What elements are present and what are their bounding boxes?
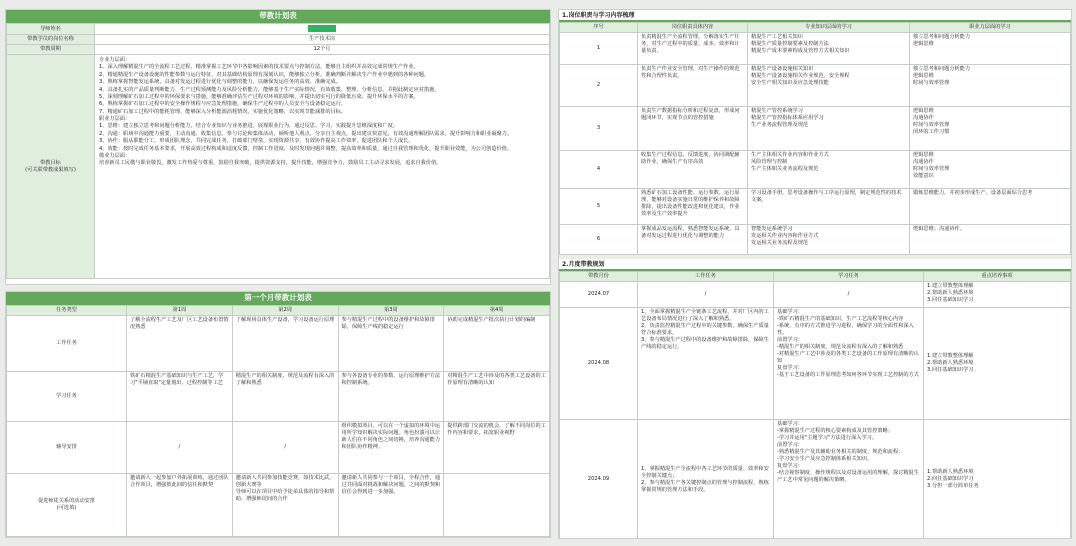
plan-row-goal — [7, 55, 550, 279]
task-cell[interactable]: 邀请新人共同参与一个项目，全程合作，通过共同面对挑战和解决问题，之间的默契和信任会得到进一步加强。 — [338, 474, 444, 537]
monthly-table — [559, 271, 1071, 539]
prof-cell[interactable]: 精混生产管控系统学习 精混生产管控指标体系应用学习 生产业务流程管理及规范 — [748, 107, 910, 151]
task-type-cell: 学习任务 — [7, 372, 127, 422]
task-cell[interactable]: 协助完成精混生产批次执行计划的编制 — [444, 316, 550, 372]
task-cell[interactable]: 参与各设备专业的参数、运行原理维护方法和控制系统。 — [338, 372, 444, 422]
month-cell: 2024.09 — [560, 420, 638, 539]
table-row — [560, 33, 1071, 65]
duty-cell[interactable]: 收集生产过程信息，反馈进度，协同调配辅助作业，确保生产有序高效 — [638, 151, 748, 189]
work-cell[interactable]: / — [638, 282, 774, 308]
month1-table — [6, 305, 550, 537]
table-row — [560, 282, 1071, 308]
table-row — [560, 151, 1071, 189]
month-cell: 2024.08 — [560, 308, 638, 420]
row-number: 2 — [560, 65, 638, 107]
task-cell[interactable]: 对精混生产工艺中涉及的各类工艺设备的工作原理有清晰的认知 — [444, 372, 550, 422]
focus-cell[interactable]: 1.帮助新人熟悉环境 2.回任基础知识学习 3.分担一部分简单任务 — [924, 420, 1071, 539]
plan-row-period — [7, 45, 550, 55]
mentor-value[interactable] — [95, 24, 550, 35]
table-row — [560, 107, 1071, 151]
row-number: 4 — [560, 151, 638, 189]
duty-cell[interactable]: 负责精混生产全流程管理，分解落实生产任务，对生产过程中的质量、成本、效率和计量负责。 — [638, 33, 748, 65]
duty-header: 岗位职责具体内容 — [638, 23, 748, 33]
table-row — [7, 316, 550, 372]
table-row — [7, 474, 550, 537]
task-type-cell: 工作任务 — [7, 316, 127, 372]
task-cell[interactable]: 组织模拟项目，可以在一个虚拟的环境中运用所学知识解决实际问题。角色扮演可以让新人们在不同角色之间切换，培养沟通能力和团队协作精神。 — [338, 422, 444, 474]
month1-header-row — [7, 306, 550, 316]
month1-header: 任务类型 — [7, 306, 127, 316]
career-cell[interactable]: 独立思考和问题分析能力 逻辑思维 时间与效率管理 — [910, 65, 1071, 107]
table-row — [560, 420, 1071, 539]
prof-cell[interactable]: 精混生产工艺相关知识 精混生产质量控制要素及控制方法 精混生产成本要素构成及管控方式相关知识 — [748, 33, 910, 65]
duty-cell[interactable]: 熟悉矿石加工设备性能、运行参数，运行原理，能够对设备实施日常的维护保养和故障排除，提出设备性能改进和优化建议，作业效率及生产效率提升 — [638, 189, 748, 225]
task-type-cell: 促进师徒关系的活动安排 (可选填) — [7, 474, 127, 537]
task-cell[interactable]: 精混生产的相关制度、规范及流程有深入的了解和熟悉 — [232, 372, 338, 422]
career-cell[interactable]: 逻辑思维 沟通协作 时间与效率管理 闭环的工作习惯 — [910, 107, 1071, 151]
period-label: 带教周期 — [7, 45, 95, 55]
duty-header: 专业知识层面的学习 — [748, 23, 910, 33]
career-cell[interactable]: 逻辑思维 沟通协作 时间与效率管理 效能意识 — [910, 151, 1071, 189]
study-cell[interactable]: 基础学习： -掌握精混生产过程的核心要素构成及其管控策略； -学习并运用"主题学习"方法进行深入学习。 前置学习： -熟悉精混生产及其辅助业务相关的制度、规范和流程； -学习安全生产及应急控制体系相关知识。 复盘学习： -结合视察制度、操作规程以及对设备运用的理解，探讨精混生产工艺中常见问题的解决策略。 — [774, 420, 924, 539]
plan-row-position — [7, 35, 550, 45]
task-cell[interactable]: 了解现场具体生产设备，学习设备运行原理 — [232, 316, 338, 372]
task-cell[interactable]: 邀请新人共同参加技能竞赛，如技术比武、创新大赛等 导师可以在项目中给予徒弟具体的指导和帮助，增强师徒间的合作 — [232, 474, 338, 537]
work-cell[interactable]: 1、掌握精混生产全流程中各工艺环节的质量、效率和安全控制关键点； 2、参与精混生产各关键控制点的管理与控制流程，熟练掌握常规的管理方法和手段。 — [638, 420, 774, 539]
task-cell[interactable] — [444, 474, 550, 537]
right-panel — [558, 9, 1072, 539]
duty-header-row — [560, 23, 1071, 33]
task-cell[interactable]: 铁矿石精混生产基础知识与生产工艺，学习"平铺直取"定量划出、过程控制等工艺 — [127, 372, 233, 422]
month1-header: 第1周 — [127, 306, 233, 316]
duty-cell[interactable]: 负责生产作业安全管理，对生产操作的规范性和合理性负责。 — [638, 65, 748, 107]
duty-cell[interactable]: 负责生产数据指标分析和过程复盘，形成问题闭环节，实现节点的管控措施 — [638, 107, 748, 151]
task-cell[interactable]: / — [232, 422, 338, 474]
prof-cell[interactable]: 生产主体相关作业内容和作业方式 风险管理与控制 生产主体相关业务流程及规范 — [748, 151, 910, 189]
row-number: 1 — [560, 33, 638, 65]
plan-table — [6, 23, 550, 279]
prof-cell[interactable]: 智能发运系统学习 发运相关作业内容和作业方式 发运相关业务流程及规范 — [748, 225, 910, 255]
duty-header: 序号 — [560, 23, 638, 33]
task-cell[interactable]: 邀请新人一起参加户外拓展训练，通过团队合作项目，增强彼此间的信任和默契 — [127, 474, 233, 537]
position-label: 带教学员的岗位名称 — [7, 35, 95, 45]
position-value[interactable]: 生产技术岗 — [95, 35, 550, 45]
task-cell[interactable]: 参与精混生产过程中的设备维护和故障排除，保障生产线的稳定运行 — [338, 316, 444, 372]
monthly-header: 工作任务 — [638, 272, 774, 282]
task-cell[interactable]: / — [127, 422, 233, 474]
plan-title: 带教计划表 — [6, 10, 550, 23]
table-row — [560, 65, 1071, 107]
table-row — [7, 422, 550, 474]
career-cell[interactable]: 独立思考和问题分析能力 逻辑思维 — [910, 33, 1071, 65]
prof-cell[interactable]: 学习设备手册，思考设备操作与工序运行原理，制定规范性的技术文案。 — [748, 189, 910, 225]
monthly-header: 带教月份 — [560, 272, 638, 282]
goal-text[interactable]: 专业力层面： 1、深入理解精混生产的全流程工艺过程，精准掌握工艺环节中各影响因素的技术要点与控制方法，能够自主组织并高效完成常规生产作业。 2、精通精混生产设备设施的性能参数与运行特征，对其基础结构原理有深刻认识，能够独立分析，准确判断并解决生产作业中遇到的各种问题。 3、熟练掌握智能发运系统，具备对发运过程进行优化与调整的能力，以确保发运任务的高效、准确完成。 4、具备扎实的产品质量判断能力、生产过程预测能力及风险分析能力，能够基于生产实际情况，有效收集、整理、分析信息，并据此制定应对措施。 5、深刻理解矿石加工过程中的环保要求与措施，能够准确评估生产过程对环境的影响，并提出切实可行的降低污染、提升环保水平的方案。 6、熟练掌握矿石加工过程中的安全操作规程与应急处理措施，确保生产过程中的人员安全与设备稳定运行。 7、精通矿石加工过程中的能耗管理，能够深入分析能源消耗情况，实施优化策略，以实现节能减排的目标。 职业力层面： 1、思维：建立独立思考和问题分析能力，结合专业知识与业务推进，展现职业行为，通过反思、学习、实践提升思维深度和广度。 2、沟通：职场中沟通能力重要，主动沟通、收集信息，参与讨论和集体活动，倾听他人观点，分享自主观点，提出建议快意见，有效沟通理解团队需求，提升影响力和职业凝聚力。 3、协作：服从职能分工，形成团队理念，共同完成任务，打破部门壁垒，实现资源共享，有效协作提高工作效率，促进团队和个人成长。 4、效能：按时完成任务基本要求，开展高效过程构成和适度反馈，控制工作进度，及时发现问题并调整，提高效率和质量，通过自我管理和优化，提升职业效能，为公司创造价值。 敬业力层面： 培养新员工民敬与职业敬畏，激发工作热爱与尊重，鼓励自我突破，提供资源支持，提升技能，增强竞争力，鼓励员工主动寻求发展，追求自我价值。 — [95, 55, 550, 279]
section2-title: 2.月度带教规划 — [562, 261, 605, 269]
row-number: 6 — [560, 225, 638, 255]
goal-label: 带教目标 (可关联带教成果填写) — [7, 55, 95, 279]
duty-table — [559, 22, 1071, 255]
month1-title: 第一个月带教计划表 — [6, 292, 550, 305]
task-type-cell: 辅导安排 — [7, 422, 127, 474]
prof-cell[interactable]: 精混生产设备设施相关知识 精混生产设备设施相关作业规范、安全规程 安全生产相关知识及应急处理技能 — [748, 65, 910, 107]
month1-header: 第4周 — [444, 306, 550, 316]
table-row — [560, 189, 1071, 225]
study-cell[interactable]: / — [774, 282, 924, 308]
row-number: 3 — [560, 107, 638, 151]
focus-cell[interactable]: 1.建立带教整体理解 2.帮助新人熟悉环境 3.回任基础知识学习 — [924, 282, 1071, 308]
redacted-name-block — [308, 25, 336, 32]
section1-title: 1.岗位职责与学习内容梳理 — [562, 12, 635, 19]
study-cell[interactable]: 基础学习： -铁矿石精混生产的基础知识，生产工艺流程等核心内容 -系统、有序的方式推进学习进程，确保学习的全面性和深入性。 前置学习： -精混生产的相关制度、规范及流程有深入的了解和熟悉 -对精混生产工艺中涉及的各类工艺设备的工作原理有清晰的认知 复盘学习： -基于工艺设备的工作原理思考如何各环节实现工艺控制的方式 — [774, 308, 924, 420]
month1-header: 第3周 — [338, 306, 444, 316]
task-cell[interactable]: 提供跨部门交流的机会，了解不同岗位的工作内容和要求，拓宽职业视野 — [444, 422, 550, 474]
plan-row-mentor — [7, 24, 550, 35]
table-row — [7, 372, 550, 422]
task-cell[interactable]: 了解全流程生产工艺及厂区工艺设备布置情况熟悉 — [127, 316, 233, 372]
month1-panel — [5, 291, 551, 538]
plan-panel — [5, 9, 551, 285]
month1-header: 第2周 — [232, 306, 338, 316]
period-value[interactable]: 12个月 — [95, 45, 550, 55]
month-cell: 2024.07 — [560, 282, 638, 308]
mentor-label: 导师姓名 — [7, 24, 95, 35]
career-cell[interactable]: 锻炼思维能力，并初步形成生产、设备层面综合思考 — [910, 189, 1071, 225]
career-cell[interactable]: 逻辑思维；沟通协作。 — [910, 225, 1071, 255]
focus-cell[interactable]: 1.建立带教整体理解 2.帮助新人熟悉环境 3.回任基础知识学习 — [924, 308, 1071, 420]
table-row — [560, 308, 1071, 420]
work-cell[interactable]: 1、全面掌握精混生产全链条工艺流程，并对厂区内的工艺设备布局情况进行了深入了解和熟悉。 2、负责监控精混生产过程中的关键参数，确保生产质量符合标准要求。 3、参与精混生产过程中的设备维护和故障排除，保障生产线的稳定运行。 — [638, 308, 774, 420]
duty-cell[interactable]: 掌握成品发运流程，熟悉智能发运系统，具备对发运过程进行优化与调整的能力 — [638, 225, 748, 255]
monthly-header-row — [560, 272, 1071, 282]
monthly-header: 学习任务 — [774, 272, 924, 282]
row-number: 5 — [560, 189, 638, 225]
monthly-header: 重点培养事项 — [924, 272, 1071, 282]
duty-header: 职业力层面的学习 — [910, 23, 1071, 33]
table-row — [560, 225, 1071, 255]
